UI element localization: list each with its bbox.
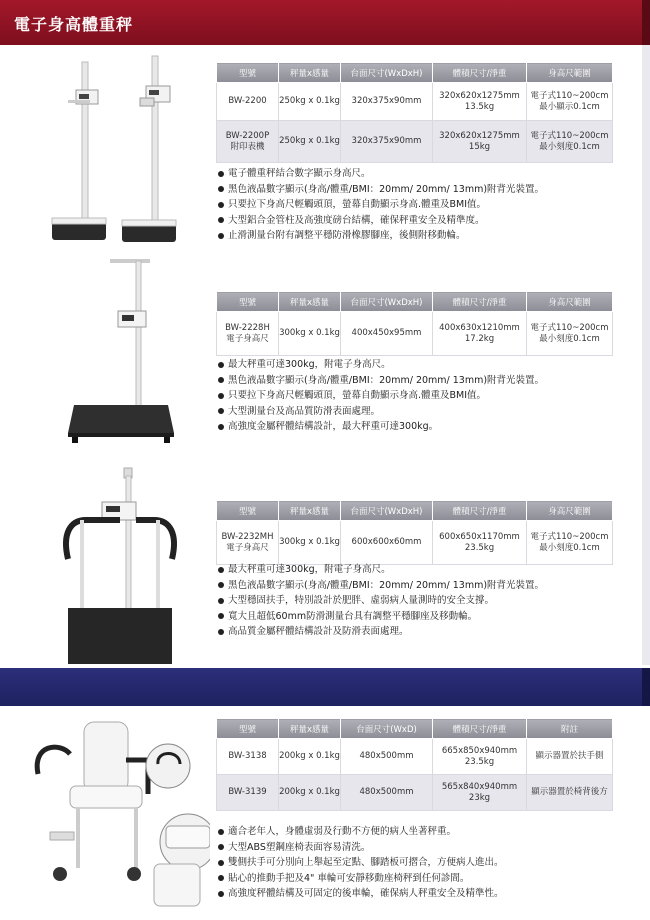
table-row — [217, 83, 613, 121]
capacity-cell: 250kg x 0.1kg — [279, 121, 341, 163]
platform-cell: 320x375x90mm — [341, 83, 433, 121]
col-header: 體積尺寸/淨重 — [433, 501, 527, 521]
col-header: 身高尺範圍 — [527, 501, 613, 521]
list-item: 最大秤重可達300kg，附電子身高尺。 — [218, 357, 544, 373]
list-item: 高強度秤體結構及可固定的後車輪，確保病人秤重安全及精準性。 — [218, 886, 504, 902]
section-divider-band — [0, 668, 650, 706]
capacity-cell: 250kg x 0.1kg — [279, 83, 341, 121]
range-cell: 電子式110~200cm 最小刻度0.1cm — [527, 521, 613, 565]
table-row — [217, 521, 613, 565]
capacity-cell: 200kg x 0.1kg — [279, 775, 341, 811]
col-header: 體積尺寸/淨重 — [433, 292, 527, 312]
list-item: 高強度金屬秤體結構設計，最大秤重可達300kg。 — [218, 419, 544, 435]
table-row — [217, 739, 613, 775]
feature-list-bw3138 — [218, 824, 504, 902]
platform-cell: 600x600x60mm — [341, 521, 433, 565]
col-header: 台面尺寸(WxD) — [341, 719, 433, 739]
list-item: 黑色液晶數字顯示(身高/體重/BMI：20mm/ 20mm/ 13mm)附背光裝置。 — [218, 182, 544, 198]
list-item: 電子體重秤結合數字顯示身高尺。 — [218, 166, 544, 182]
product-section-bw3138 — [0, 706, 650, 920]
size-cell: 665x850x940mm 23.5kg — [433, 739, 527, 775]
col-header: 型號 — [217, 292, 279, 312]
feature-list-bw2232mh — [218, 562, 544, 640]
spec-table-bw2232mh — [216, 500, 613, 565]
spec-table-bw2228h — [216, 291, 613, 356]
model-cell: BW-3139 — [217, 775, 279, 811]
range-cell: 電子式110~200cm 最小刻度0.1cm — [527, 121, 613, 163]
feature-list-bw2228h — [218, 357, 544, 435]
note-cell: 顯示器置於椅背後方 — [527, 775, 613, 811]
table-row — [217, 775, 613, 811]
table-row — [217, 312, 613, 356]
platform-cell: 480x500mm — [341, 775, 433, 811]
list-item: 大型ABS塑鋼座椅表面容易清洗。 — [218, 840, 504, 856]
platform-cell: 320x375x90mm — [341, 121, 433, 163]
col-header: 秤量x感量 — [279, 501, 341, 521]
model-cell: BW-2232MH 電子身高尺 — [217, 521, 279, 565]
range-cell: 電子式110~200cm 最小刻度0.1cm — [527, 312, 613, 356]
product-image-chair-scale — [30, 714, 210, 914]
list-item: 大型測量台及高品質防滑表面處理。 — [218, 404, 544, 420]
list-item: 最大秤重可達300kg，附電子身高尺。 — [218, 562, 544, 578]
page-title: 電子身高體重秤 — [14, 15, 134, 34]
product-image-bw2232mh — [60, 464, 180, 664]
col-header: 秤量x感量 — [279, 292, 341, 312]
col-header: 型號 — [217, 501, 279, 521]
feature-list-bw2200 — [218, 166, 544, 244]
product-image-bw2200 — [48, 52, 208, 252]
col-header: 身高尺範圍 — [527, 292, 613, 312]
col-header: 附註 — [527, 719, 613, 739]
product-section-bw2200 — [0, 0, 650, 260]
list-item: 止滑測量台附有調整平穩防滑橡膠腳座，後側附移動輪。 — [218, 228, 544, 244]
size-cell: 600x650x1170mm 23.5kg — [433, 521, 527, 565]
product-section-bw2232mh — [0, 460, 650, 665]
col-header: 型號 — [217, 63, 279, 83]
note-cell: 顯示器置於扶手側 — [527, 739, 613, 775]
model-cell: BW-3138 — [217, 739, 279, 775]
size-cell: 320x620x1275mm 15kg — [433, 121, 527, 163]
list-item: 寬大且超低60mm防滑測量台具有調整平穩腳座及移動輪。 — [218, 609, 544, 625]
size-cell: 320x620x1275mm 13.5kg — [433, 83, 527, 121]
platform-cell: 400x450x95mm — [341, 312, 433, 356]
capacity-cell: 200kg x 0.1kg — [279, 739, 341, 775]
col-header: 身高尺範圍 — [527, 63, 613, 83]
list-item: 黑色液晶數字顯示(身高/體重/BMI：20mm/ 20mm/ 13mm)附背光裝置。 — [218, 373, 544, 389]
product-image-bw2228h — [66, 255, 176, 455]
range-cell: 電子式110~200cm 最小顯示0.1cm — [527, 83, 613, 121]
list-item: 只要拉下身高尺輕觸頭頂，螢幕自動顯示身高.體重及BMI值。 — [218, 388, 544, 404]
list-item: 高品質金屬秤體結構設計及防滑表面處理。 — [218, 624, 544, 640]
list-item: 大型穩固扶手，特別設計於肥胖、虛弱病人量測時的安全支撐。 — [218, 593, 544, 609]
col-header: 台面尺寸(WxDxH) — [341, 292, 433, 312]
col-header: 體積尺寸/淨重 — [433, 63, 527, 83]
capacity-cell: 300kg x 0.1kg — [279, 312, 341, 356]
spec-table-bw2200 — [216, 62, 613, 163]
col-header: 秤量x感量 — [279, 63, 341, 83]
list-item: 貼心的推動手把及4" 車輪可安靜移動座椅秤到任何診間。 — [218, 871, 504, 887]
platform-cell: 480x500mm — [341, 739, 433, 775]
spec-table-bw3138 — [216, 718, 613, 811]
list-item: 黑色液晶數字顯示(身高/體重/BMI：20mm/ 20mm/ 13mm)附背光裝置。 — [218, 578, 544, 594]
col-header: 型號 — [217, 719, 279, 739]
size-cell: 400x630x1210mm 17.2kg — [433, 312, 527, 356]
col-header: 台面尺寸(WxDxH) — [341, 63, 433, 83]
list-item: 雙側扶手可分別向上舉起至定點、腳踏板可摺合，方便病人進出。 — [218, 855, 504, 871]
col-header: 體積尺寸/淨重 — [433, 719, 527, 739]
product-section-bw2228h — [0, 255, 650, 455]
model-cell: BW-2200P 附印表機 — [217, 121, 279, 163]
model-cell: BW-2228H 電子身高尺 — [217, 312, 279, 356]
col-header: 秤量x感量 — [279, 719, 341, 739]
col-header: 台面尺寸(WxDxH) — [341, 501, 433, 521]
list-item: 適合老年人，身體虛弱及行動不方便的病人坐著秤重。 — [218, 824, 504, 840]
model-cell: BW-2200 — [217, 83, 279, 121]
size-cell: 565x840x940mm 23kg — [433, 775, 527, 811]
list-item: 大型鋁合金管柱及高強度磅台結構，確保秤重安全及精準度。 — [218, 213, 544, 229]
list-item: 只要拉下身高尺輕觸頭頂，螢幕自動顯示身高.體重及BMI值。 — [218, 197, 544, 213]
table-row — [217, 121, 613, 163]
capacity-cell: 300kg x 0.1kg — [279, 521, 341, 565]
